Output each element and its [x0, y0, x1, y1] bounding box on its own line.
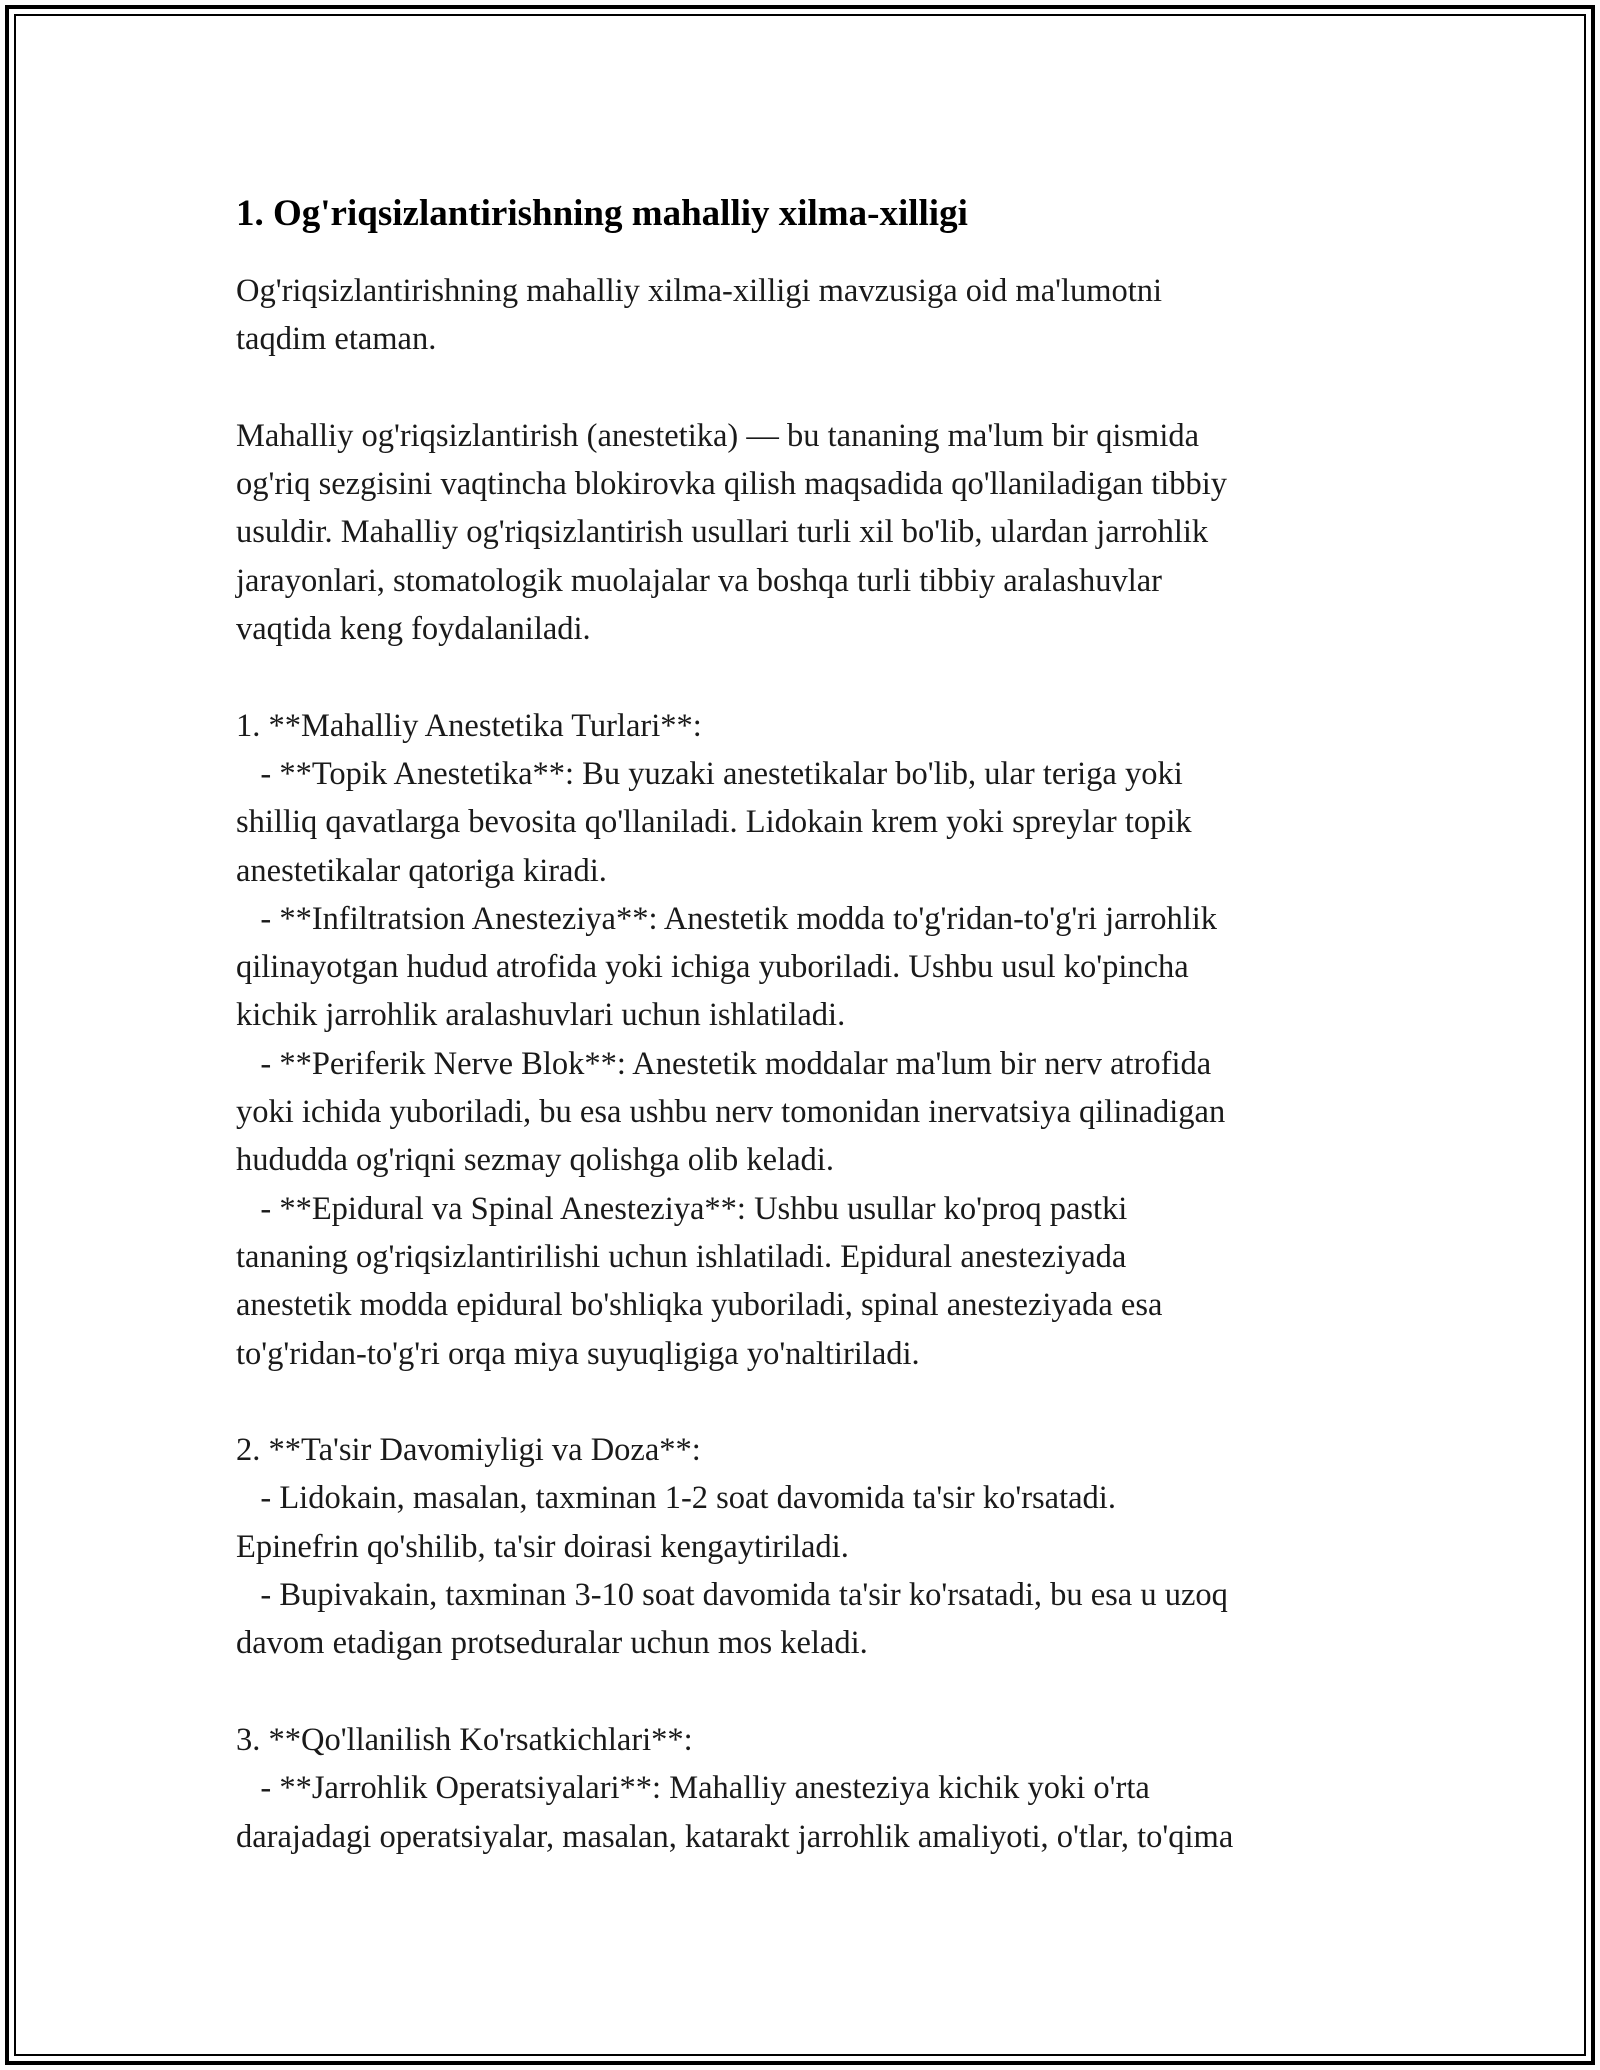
section-anesthetic-types: 1. **Mahalliy Anestetika Turlari**: - **Topik Anestetika**: Bu yuzaki anestetikalar bo'lib, ular teriga yoki shilliq qavatlarga bevosita qo'llaniladi. Lidokain krem yoki spreylar topik anestetikalar qatoriga kiradi. - **Infiltratsion Anesteziya**: Anestetik modda to'g'ridan-to'g'ri jarrohlik qilinayotgan hudud atrofida yoki ichiga yuboriladi. Ushbu usul ko'pincha kichik jarrohlik aralashuvlari uchun ishlatiladi. - **Periferik Nerve Blok**: Anestetik moddalar ma'lum bir nerv atrofida yoki ichida yuboriladi, bu esa ushbu nerv tomonidan inervatsiya qilinadigan hududda og'riqni sezmay qolishga olib keladi. - **Epidural va Spinal Anesteziya**: Ushbu usullar ko'proq pastki tananing og'riqsizlantirilishi uchun ishlatiladi. Epidural anesteziyada anestetik modda epidural bo'shliqka yuboriladi, spinal anesteziyada esa to'g'ridan-to'g'ri orqa miya suyuqligiga yo'naltiriladi.	[236, 707, 1226, 1372]
document-body	[236, 187, 1366, 1861]
blank-line	[236, 364, 1366, 412]
intro-paragraph: Og'riqsizlantirishning mahalliy xilma-xilligi mavzusiga oid ma'lumotni taqdim etaman.	[236, 273, 1163, 358]
blank-line	[236, 653, 1366, 701]
section-indications: 3. **Qo'llanilish Ko'rsatkichlari**: - **Jarrohlik Operatsiyalari**: Mahalliy anesteziya kichik yoki o'rta darajadagi operatsiyalar, masalan, katarakt jarrohlik amaliyoti, o'tlar, to'qima	[236, 1721, 1234, 1855]
blank-line	[236, 1378, 1366, 1426]
section-duration-dose: 2. **Ta'sir Davomiyligi va Doza**: - Lidokain, masalan, taxminan 1-2 soat davomida ta'sir ko'rsatadi. Epinefrin qo'shilib, ta'sir doirasi kengaytiriladi. - Bupivakain, taxminan 3-10 soat davomida ta'sir ko'rsatadi, bu esa u uzoq davom etadigan protseduralar uchun mos keladi.	[236, 1432, 1228, 1662]
blank-line	[236, 1668, 1366, 1716]
definition-paragraph: Mahalliy og'riqsizlantirish (anestetika) — bu tananing ma'lum bir qismida og'riq sezgisini vaqtincha blokirovka qilish maqsadida qo'llaniladigan tibbiy usuldir. Mahalliy og'riqsizlantirish usullari turli xil bo'lib, ulardan jarrohlik jarayonlari, stomatologik muolajalar va boshqa turli tibbiy aralashuvlar vaqtida keng foydalaniladi.	[236, 417, 1228, 648]
document-title: 1. Og'riqsizlantirishning mahalliy xilma-xilligi	[236, 193, 968, 234]
